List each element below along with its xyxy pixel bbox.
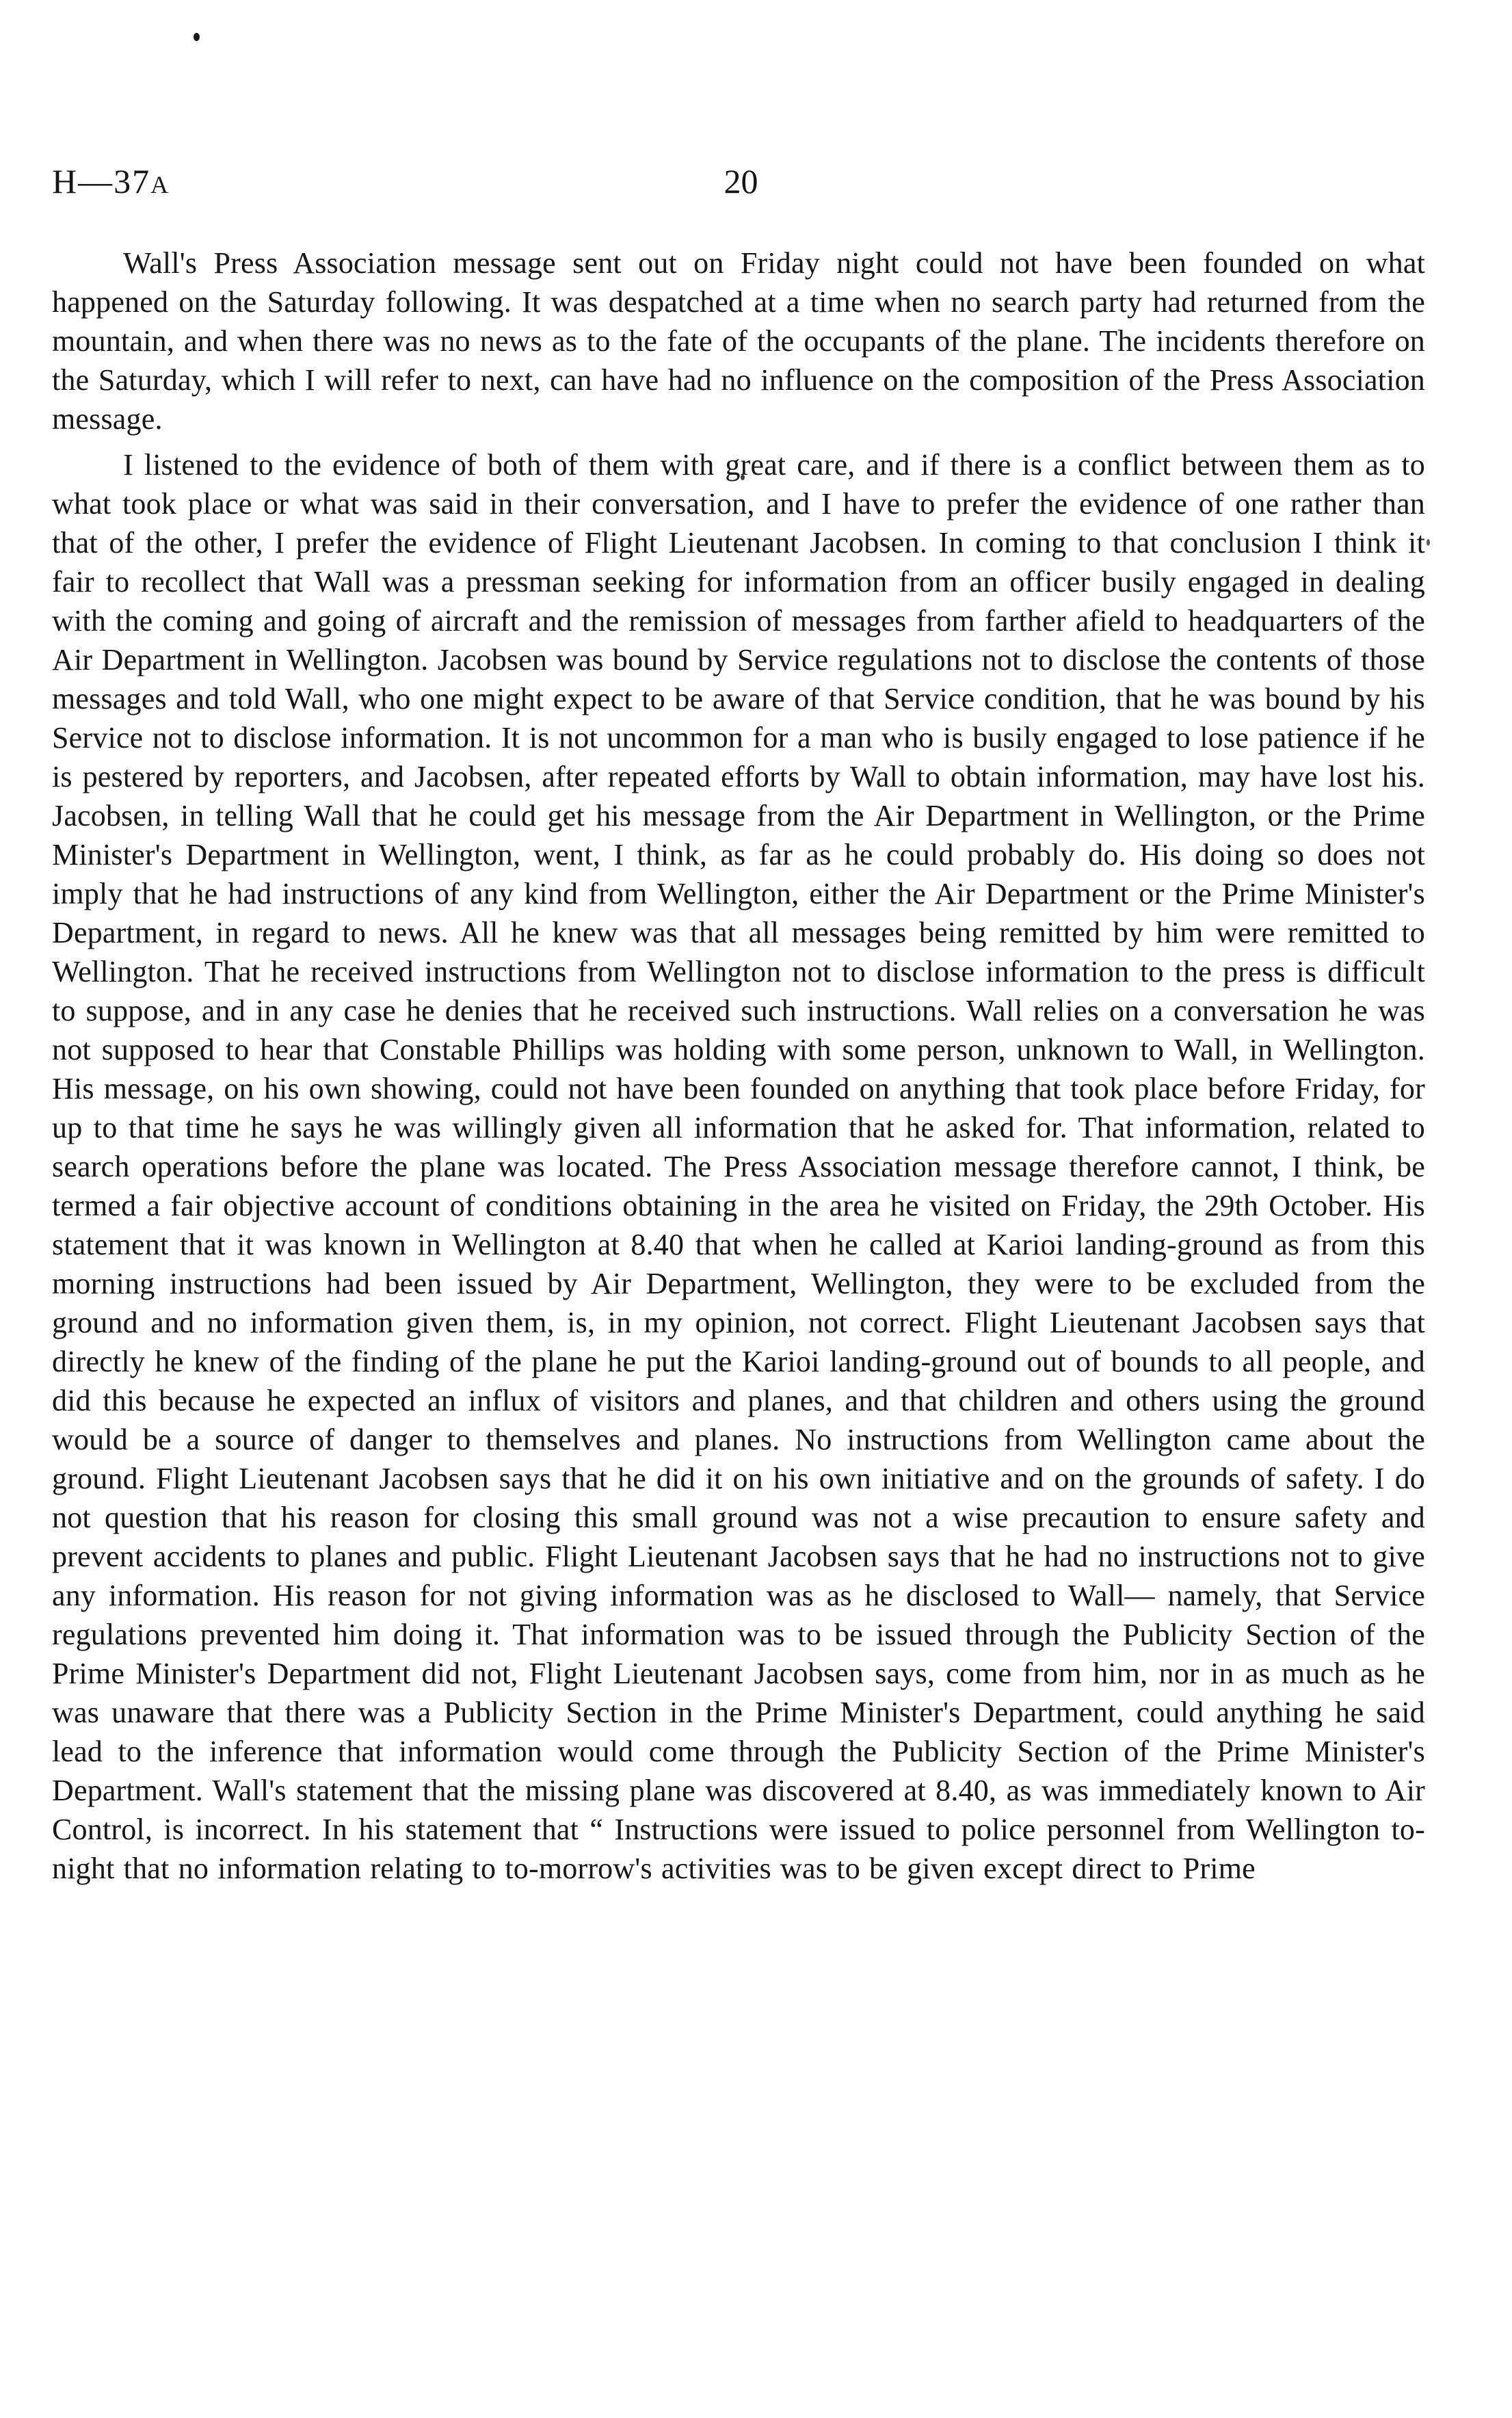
doc-reference-suffix: A — [150, 171, 170, 198]
paragraph-evidence-of-jacobsen-and-wall: I listened to the evidence of both of them with great care, and if there is a conflict between them as to what took place or what was said in their conversation, and I have to prefer the evidence of one rather than that of the other, I prefer the evidence of Flight Lieutenant Jacobsen. In coming to that conclusion I think it fair to recollect that Wall was a pressman seeking for information from an officer busily engaged in dealing with the coming and going of aircraft and the remission of messages from farther afield to headquarters of the Air Department in Wellington. Jacobsen was bound by Service regulations not to disclose the contents of those messages and told Wall, who one might expect to be aware of that Service condition, that he was bound by his Service not to disclose information. It is not uncommon for a man who is busily engaged to lose patience if he is pestered by reporters, and Jacobsen, after repeated efforts by Wall to obtain information, may have lost his. Jacobsen, in telling Wall that he could get his message from the Air Department in Wellington, or the Prime Minister's Department in Wellington, went, I think, as far as he could probably do. His doing so does not imply that he had instructions of any kind from Wellington, either the Air Department or the Prime Minister's Department, in regard to news. All he knew was that all messages being remitted by him were remitted to Wellington. That he received instructions from Wellington not to disclose information to the press is difficult to suppose, and in any case he denies that he received such instructions. Wall relies on a conversation he was not supposed to hear that Constable Phillips was holding with some person, unknown to Wall, in Wellington. His message, on his own showing, could not have been founded on anything that took place before Friday, for up to that time he says he was willingly given all information that he asked for. That information, related to search operations before the plane was located. The Press Association message therefore cannot, I think, be termed a fair objective account of conditions obtaining in the area he visited on Friday, the 29th October. His statement that it was known in Wellington at 8.40 that when he called at Karioi landing-ground as from this morning instructions had been issued by Air Department, Wellington, they were to be excluded from the ground and no information given them, is, in my opinion, not correct. Flight Lieutenant Jacobsen says that directly he knew of the finding of the plane he put the Karioi landing-ground out of bounds to all people, and did this because he expected an influx of visitors and planes, and that children and others using the ground would be a source of danger to themselves and planes. No instructions from Wellington came about the ground. Flight Lieutenant Jacobsen says that he did it on his own initiative and on the grounds of safety. I do not question that his reason for closing this small ground was not a wise precaution to ensure safety and prevent accidents to planes and public. Flight Lieutenant Jacobsen says that he had no instructions not to give any information. His reason for not giving information was as he disclosed to Wall— namely, that Service regulations prevented him doing it. That information was to be issued through the Publicity Section of the Prime Minister's Department did not, Flight Lieutenant Jacobsen says, come from him, nor in as much as he was unaware that there was a Publicity Section in the Prime Minister's Department, could anything he said lead to the inference that information would come through the Publicity Section of the Prime Minister's Department. Wall's statement that the missing plane was discovered at 8.40, as was immediately known to Air Control, is incorrect. In his statement that “ Instructions were issued to police personnel from Wellington to-night that no information relating to to-morrow's activities was to be given except direct to Prime — [52, 448, 1425, 1885]
ink-speck — [194, 33, 200, 41]
doc-reference — [52, 161, 170, 201]
paragraph-press-association-message: Wall's Press Association message sent out on Friday night could not have been founded on what happened on the Saturday following. It was despatched at a time when no search party had returned from the mountain, and when there was no news as to the fate of the occupants of the plane. The incidents therefore on the Saturday, which I will refer to next, can have had no influence on the composition of the Press Association message. — [52, 246, 1425, 436]
page-header — [52, 161, 1430, 209]
document-body — [52, 244, 1425, 1888]
ink-speck — [1427, 539, 1430, 546]
page-number: 20 — [724, 162, 758, 200]
doc-reference-main: H—37 — [52, 162, 151, 200]
